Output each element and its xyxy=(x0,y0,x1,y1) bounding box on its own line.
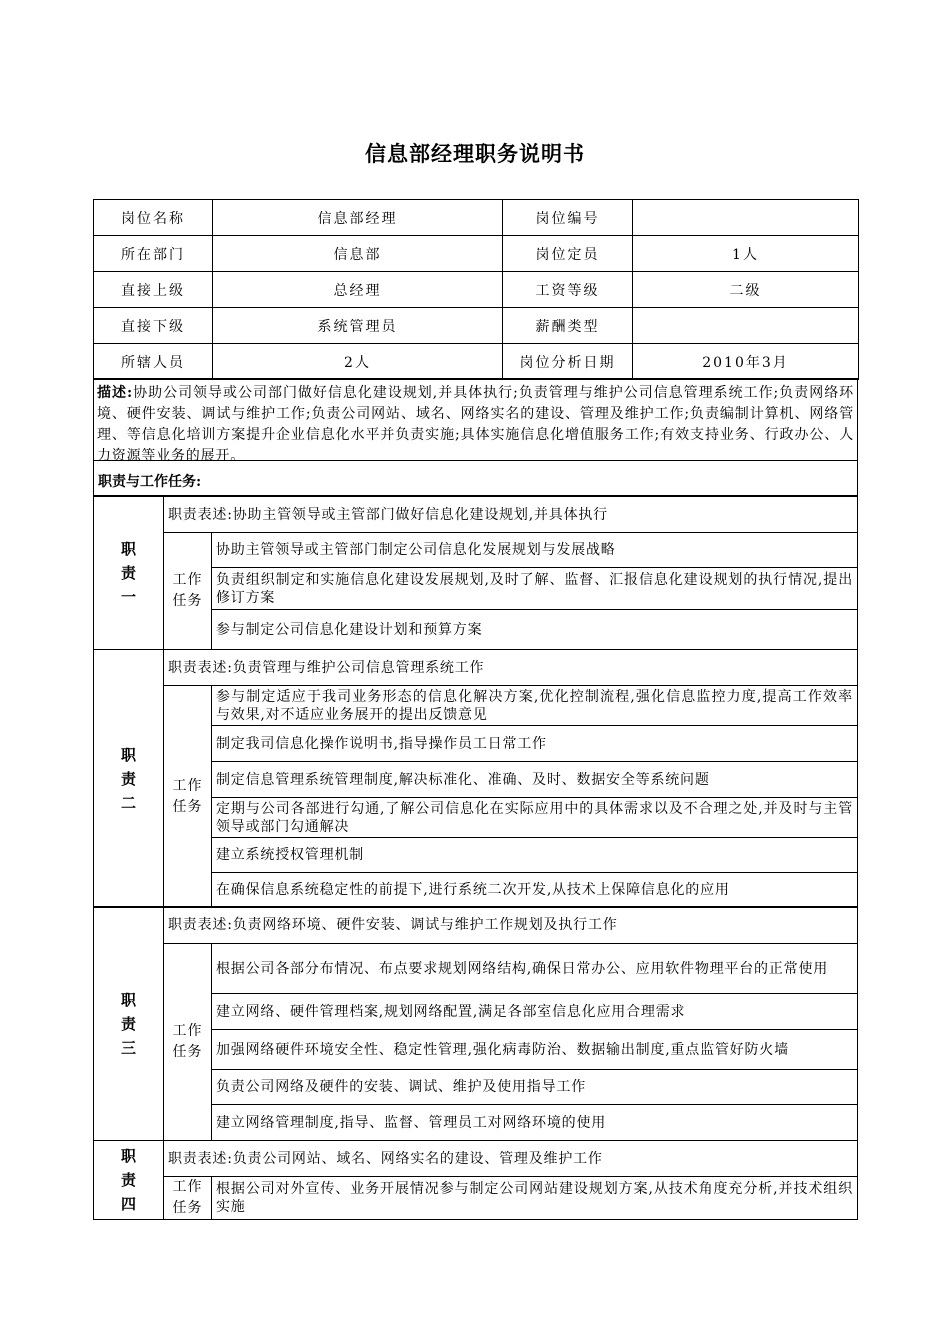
duty-block-2 xyxy=(93,649,858,908)
value-job-code xyxy=(633,200,859,236)
task-item: 制定信息管理系统管理制度,解决标准化、准确、及时、数据安全等系统问题 xyxy=(212,762,858,798)
duty-label: 职 责 二 xyxy=(94,650,164,908)
table-row xyxy=(94,686,858,726)
duty-label: 职 责 三 xyxy=(94,907,164,1141)
description-label: 描述: xyxy=(97,385,133,401)
page-title: 信息部经理职务说明书 xyxy=(365,141,585,166)
value-analysis-date: 2010年3月 xyxy=(633,344,859,380)
tasks-label: 工作 任务 xyxy=(164,686,212,908)
value-supervisor: 总经理 xyxy=(213,272,503,308)
label-salary-grade: 工资等级 xyxy=(503,272,633,308)
task-item: 参与制定公司信息化建设计划和预算方案 xyxy=(212,610,858,650)
section-title: 职责与工作任务: xyxy=(93,460,858,496)
value-headcount: 1人 xyxy=(633,236,859,272)
task-item: 根据公司各部分布情况、布点要求规划网络结构,确保日常办公、应用软件物理平台的正常使用 xyxy=(212,944,858,994)
value-subordinate: 系统管理员 xyxy=(213,308,503,344)
label-supervisor: 直接上级 xyxy=(94,272,213,308)
task-item: 协助主管领导或主管部门制定公司信息化发展规划与发展战略 xyxy=(212,533,858,568)
table-row xyxy=(94,944,858,994)
task-item: 制定我司信息化操作说明书,指导操作员工日常工作 xyxy=(212,726,858,762)
duty-statement: 职责表述:协助主管领导或主管部门做好信息化建设规划,并具体执行 xyxy=(164,497,858,533)
value-job-title: 信息部经理 xyxy=(213,200,503,236)
description-text: 协助公司领导或公司部门做好信息化建设规划,并具体执行;负责管理与维护公司信息管理系统工作;负责网络环境、硬件安装、调试与维护工作;负责公司网站、域名、网络实名的建设、管理及维护工作;负责编制计算机、网络管理、等信息化培训方案提升企业信息化水平并负责实施;具体实施信息化增值服务工作;有效支持业务、行政办公、人力资源等业务的展开。 xyxy=(97,385,854,464)
tasks-label: 工作 任务 xyxy=(164,1177,212,1220)
table-row xyxy=(94,907,858,944)
duty-statement: 职责表述:负责公司网站、域名、网络实名的建设、管理及维护工作 xyxy=(164,1141,858,1177)
label-job-title: 岗位名称 xyxy=(94,200,213,236)
duty-block-3 xyxy=(93,906,858,1141)
task-item: 加强网络硬件环境安全性、稳定性管理,强化病毒防治、数据输出制度,重点监管好防火墙 xyxy=(212,1030,858,1070)
task-item: 建立网络管理制度,指导、监督、管理员工对网络环境的使用 xyxy=(212,1105,858,1141)
table-row xyxy=(94,1141,858,1177)
label-department: 所在部门 xyxy=(94,236,213,272)
table-row xyxy=(94,308,859,344)
value-salary-grade: 二级 xyxy=(633,272,859,308)
table-row xyxy=(94,497,858,533)
label-job-code: 岗位编号 xyxy=(503,200,633,236)
task-item: 参与制定适应于我司业务形态的信息化解决方案,优化控制流程,强化信息监控力度,提高工作效率与效果,对不适应业务展开的提出反馈意见 xyxy=(212,686,858,726)
duty-label: 职 责 一 xyxy=(94,497,164,650)
table-row xyxy=(94,1177,858,1220)
task-item: 根据公司对外宣传、业务开展情况参与制定公司网站建设规划方案,从技术角度充分析,并技术组织实施 xyxy=(212,1177,858,1220)
table-row xyxy=(94,236,859,272)
value-department: 信息部 xyxy=(213,236,503,272)
duty-statement: 职责表述:负责管理与维护公司信息管理系统工作 xyxy=(164,650,858,686)
label-subordinate: 直接下级 xyxy=(94,308,213,344)
tasks-label: 工作 任务 xyxy=(164,944,212,1141)
duty-block-1 xyxy=(93,496,858,650)
task-item: 在确保信息系统稳定性的前提下,进行系统二次开发,从技术上保障信息化的应用 xyxy=(212,873,858,908)
table-row xyxy=(94,344,859,380)
table-row xyxy=(94,650,858,686)
label-staff: 所辖人员 xyxy=(94,344,213,380)
task-item: 负责公司网络及硬件的安装、调试、维护及使用指导工作 xyxy=(212,1070,858,1105)
task-item: 建立网络、硬件管理档案,规划网络配置,满足各部室信息化应用合理需求 xyxy=(212,994,858,1030)
job-info-table xyxy=(93,199,859,380)
label-pay-type: 薪酬类型 xyxy=(503,308,633,344)
duty-label: 职 责 四 xyxy=(94,1141,164,1220)
tasks-label: 工作 任务 xyxy=(164,533,212,650)
label-analysis-date: 岗位分析日期 xyxy=(503,344,633,380)
value-staff: 2人 xyxy=(213,344,503,380)
label-headcount: 岗位定员 xyxy=(503,236,633,272)
duty-block-4 xyxy=(93,1140,858,1220)
table-row xyxy=(94,272,859,308)
value-pay-type xyxy=(633,308,859,344)
task-item: 建立系统授权管理机制 xyxy=(212,838,858,873)
task-item: 定期与公司各部进行勾通,了解公司信息化在实际应用中的具体需求以及不合理之处,并及时与主管领导或部门勾通解决 xyxy=(212,798,858,838)
table-row xyxy=(94,200,859,236)
task-item: 负责组织制定和实施信息化建设发展规划,及时了解、监督、汇报信息化建设规划的执行情况,提出修订方案 xyxy=(212,568,858,610)
duty-statement: 职责表述:负责网络环境、硬件安装、调试与维护工作规划及执行工作 xyxy=(164,907,858,944)
description-box xyxy=(93,378,858,464)
table-row xyxy=(94,533,858,568)
